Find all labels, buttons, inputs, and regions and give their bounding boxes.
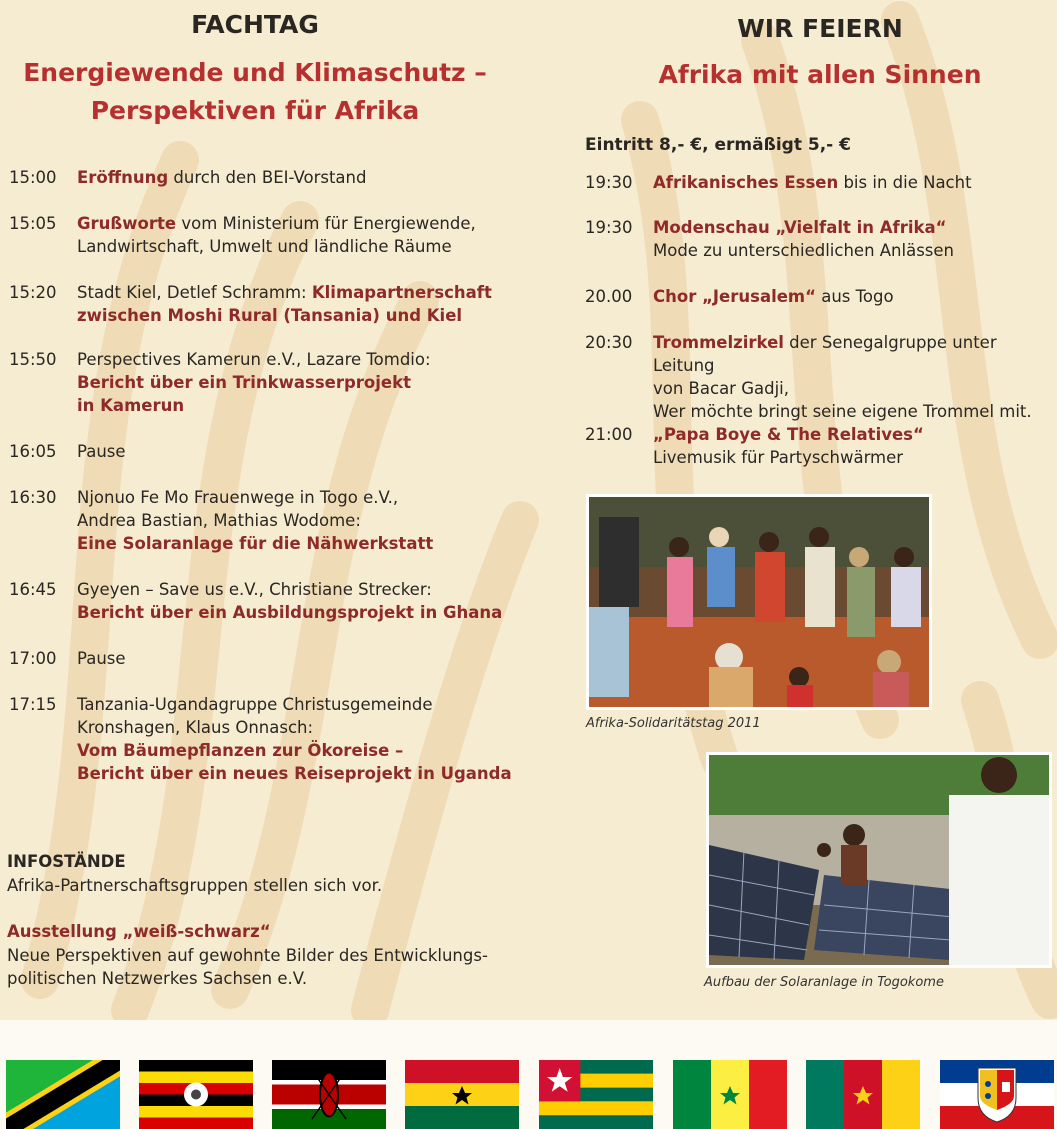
program-time: 15:05 [9,214,57,233]
program-highlight: Bericht über ein Trinkwasserprojekt [77,373,411,392]
program-row [9,647,126,670]
cameroon-flag-icon [806,1060,920,1129]
fachtag-subtitle-line1: Energiewende und Klimaschutz – [23,58,487,87]
exhibition-text-line2: politischen Netzwerkes Sachsen e.V. [7,969,308,988]
program-line [77,762,512,785]
info-stands-text: Afrika-Partnerschaftsgruppen stellen sich vor. [7,876,383,895]
program-line [77,532,433,555]
program-line [77,348,431,371]
program-row [585,423,924,469]
togo-flag-icon [539,1060,653,1129]
senegal-flag-icon [673,1060,787,1129]
program-description [653,423,924,469]
program-text: der Senegalgruppe unter Leitung [653,333,997,375]
program-highlight: Afrikanisches Essen [653,173,839,192]
program-text: Kronshagen, Klaus Onnasch: [77,718,314,737]
program-line [77,371,431,394]
wir-feiern-heading: WIR FEIERN [737,14,903,43]
program-time: 16:45 [9,580,57,599]
program-row [9,486,433,555]
program-line [77,394,431,417]
program-text: von Bacar Gadji, [653,379,789,398]
kenya-flag-icon [272,1060,386,1129]
program-line [653,171,972,194]
program-time: 19:30 [585,218,633,237]
program-row [9,348,431,417]
program-line [77,509,433,532]
program-highlight: in Kamerun [77,396,185,415]
program-description [77,578,502,624]
program-description [77,212,476,258]
program-time: 19:30 [585,173,633,192]
program-text: vom Ministerium für Energiewende, [176,214,476,233]
program-line [653,285,894,308]
program-text: Gyeyen – Save us e.V., Christiane Strecker: [77,580,432,599]
program-row [9,212,476,258]
program-line [653,331,1057,377]
program-row [9,166,366,189]
program-text: bis in die Nacht [838,173,972,192]
program-time: 17:00 [9,649,57,668]
program-time: 16:05 [9,442,57,461]
solar-installation-photo [706,752,1052,968]
program-text: Pause [77,442,126,461]
program-row [585,171,972,194]
program-text: Landwirtschaft, Umwelt und ländliche Räume [77,237,452,256]
photo1-caption: Afrika-Solidaritätstag 2011 [586,716,761,731]
fachtag-subtitle-line2: Perspektiven für Afrika [90,96,420,125]
program-highlight: Vom Bäumepflanzen zur Ökoreise – [77,741,404,760]
program-line [653,216,954,239]
program-highlight: Bericht über ein Ausbildungsprojekt in Ghana [77,603,503,622]
program-line [77,601,502,624]
program-row [9,578,502,624]
program-time: 20:30 [585,333,633,352]
program-time: 21:00 [585,425,633,444]
program-description [77,440,126,463]
ghana-flag-icon [405,1060,519,1129]
program-time: 15:00 [9,168,57,187]
program-line [77,486,433,509]
program-highlight: Modenschau „Vielfalt in Afrika“ [653,218,947,237]
program-highlight: Trommelzirkel [653,333,784,352]
program-text: Perspectives Kamerun e.V., Lazare Tomdio: [77,350,431,369]
program-highlight: zwischen Moshi Rural (Tansania) und Kiel [77,306,463,325]
program-line [653,377,1057,400]
program-highlight: Chor „Jerusalem“ [653,287,816,306]
program-description [653,171,972,194]
program-description [77,166,366,189]
program-text: Wer möchte bringt seine eigene Trommel mit. [653,402,1032,421]
schleswig-holstein-flag-icon [940,1060,1054,1129]
program-line [77,166,366,189]
program-text: Stadt Kiel, Detlef Schramm: [77,283,312,302]
program-line [77,281,492,304]
program-line [653,239,954,262]
program-row [585,285,894,308]
program-description [653,285,894,308]
program-text: Mode zu unterschiedlichen Anlässen [653,241,955,260]
program-text: Andrea Bastian, Mathias Wodome: [77,511,361,530]
program-text: Njonuo Fe Mo Frauenwege in Togo e.V., [77,488,399,507]
solar-installation-photo-image [709,755,1049,965]
program-highlight: Klimapartnerschaft [311,283,492,302]
program-text: durch den BEI-Vorstand [168,168,367,187]
program-description [77,348,431,417]
program-description [77,281,492,327]
program-line [77,739,512,762]
event-photo-dancing-image [589,497,929,707]
program-highlight: Eröffnung [77,168,169,187]
program-time: 20.00 [585,287,633,306]
program-line [653,423,924,446]
wir-feiern-subtitle: Afrika mit allen Sinnen [658,60,982,89]
program-text: Tanzania-Ugandagruppe Christusgemeinde [77,695,433,714]
program-highlight: Eine Solaranlage für die Nähwerkstatt [77,534,434,553]
program-row [9,440,126,463]
program-line [77,440,126,463]
program-line [653,446,924,469]
program-line [77,235,476,258]
program-row [9,693,512,785]
program-line [77,578,502,601]
program-text: aus Togo [815,287,894,306]
fachtag-heading: FACHTAG [191,10,319,39]
photo2-caption: Aufbau der Solaranlage in Togokome [704,975,944,990]
exhibition-text-line1: Neue Perspektiven auf gewohnte Bilder des Entwicklungs- [7,946,488,965]
program-highlight: Grußworte [77,214,177,233]
uganda-flag-icon [139,1060,253,1129]
program-row [585,216,954,262]
program-description [653,331,1057,423]
program-line [77,304,492,327]
program-time: 15:20 [9,283,57,302]
program-description [77,647,126,670]
program-line [77,647,126,670]
program-highlight: Bericht über ein neues Reiseprojekt in Uganda [77,764,512,783]
program-time: 17:15 [9,695,57,714]
program-time: 15:50 [9,350,57,369]
tanzania-flag-icon [6,1060,120,1129]
program-description [653,216,954,262]
admission-price: Eintritt 8,- €, ermäßigt 5,- € [585,135,851,155]
program-time: 16:30 [9,488,57,507]
info-stands-heading: INFOSTÄNDE [7,852,126,871]
program-line [77,693,512,716]
program-highlight: „Papa Boye & The Relatives“ [653,425,924,444]
program-text: Livemusik für Partyschwärmer [653,448,904,467]
program-row [9,281,492,327]
program-line [653,400,1057,423]
exhibition-heading: Ausstellung „weiß-schwarz“ [7,922,271,941]
program-description [77,486,433,555]
program-text: Pause [77,649,126,668]
event-photo-dancing [586,494,932,710]
program-line [77,212,476,235]
program-line [77,716,512,739]
program-description [77,693,512,785]
program-row [585,331,1057,423]
